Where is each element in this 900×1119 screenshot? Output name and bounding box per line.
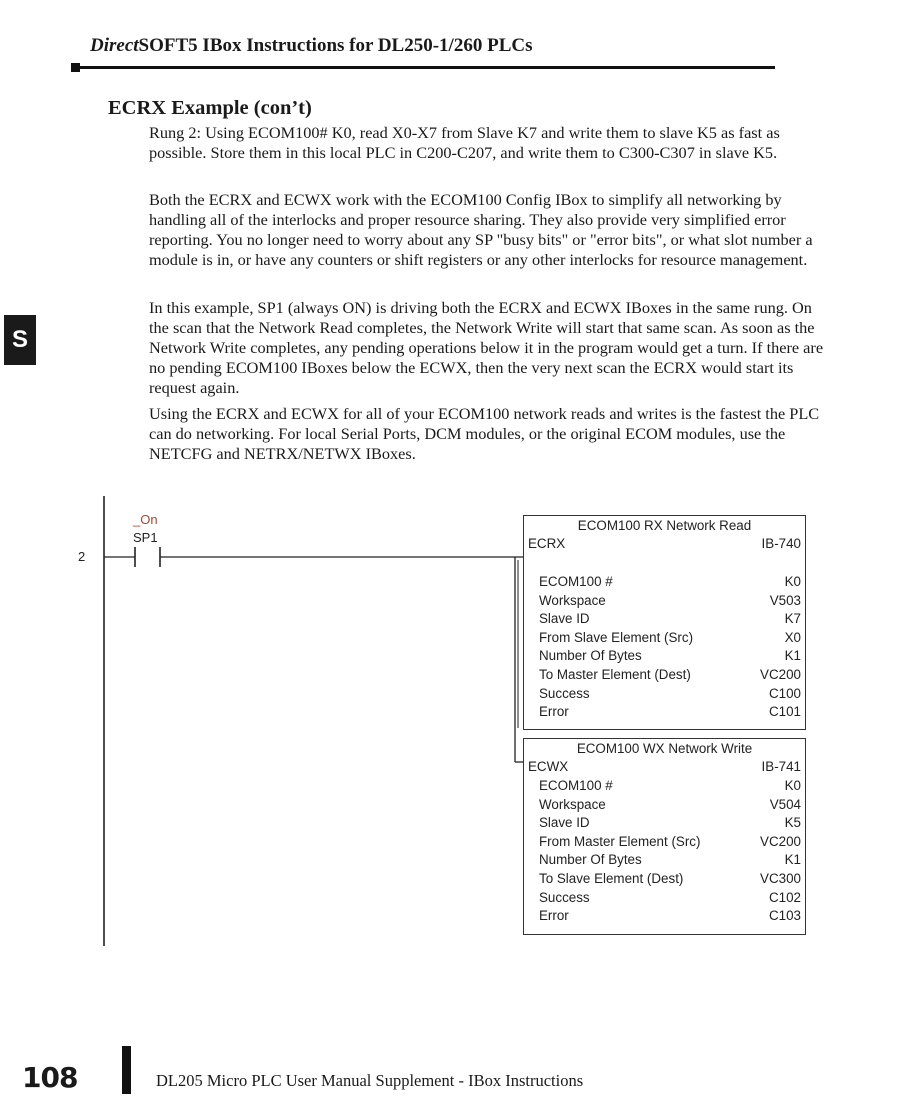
ibox-mnemonic: ECWX: [528, 759, 569, 774]
section-title: ECRX Example (con’t): [108, 97, 312, 119]
param-label: Error: [539, 908, 569, 924]
param-label: Error: [539, 704, 569, 720]
param-value: K0: [784, 778, 801, 793]
ibox-ecwx[interactable]: [523, 738, 806, 935]
header-title-rest: SOFT5 IBox Instructions for DL250-1/260 PLCs: [138, 35, 533, 56]
ibox-param-row: [539, 870, 801, 889]
ibox-param-row: [539, 889, 801, 908]
ibox-param-row: [539, 610, 801, 629]
param-label: Number Of Bytes: [539, 852, 642, 868]
param-label: From Master Element (Src): [539, 833, 701, 849]
ibox-number: IB-740: [761, 536, 801, 551]
ibox-param-row: [539, 851, 801, 870]
param-label: To Master Element (Dest): [539, 666, 691, 682]
param-label: Success: [539, 685, 590, 701]
param-label: Workspace: [539, 592, 606, 608]
param-value: VC200: [760, 833, 801, 849]
param-value: VC200: [760, 666, 801, 682]
ibox-ecrx[interactable]: [523, 515, 806, 730]
ibox-param-row: [539, 703, 801, 722]
rung-number: 2: [78, 549, 86, 564]
paragraph-recommendation: Using the ECRX and ECWX for all of your ECOM100 network reads and writes is the fastest the PLC can do networking. For local Serial Ports, DCM modules, or the original ECOM modules, use the NETCFG and NETRX/NETWX IBoxes.: [149, 404, 820, 463]
param-label: Number Of Bytes: [539, 648, 642, 664]
ibox-title: ECOM100 WX Network Write: [576, 741, 753, 756]
param-label: Slave ID: [539, 815, 590, 831]
param-label: Success: [539, 889, 590, 905]
param-label: Workspace: [539, 796, 606, 812]
param-value: V503: [769, 592, 801, 608]
page-number: 108: [22, 1061, 78, 1094]
param-value: VC300: [760, 870, 801, 886]
param-value: K7: [784, 611, 801, 627]
ibox-param-row: [539, 907, 801, 926]
param-label: From Slave Element (Src): [539, 629, 694, 645]
ibox-param-row: [539, 629, 801, 648]
param-value: K1: [784, 648, 801, 664]
chapter-tab: S: [4, 315, 36, 365]
ibox-param-row: [539, 592, 801, 611]
paragraph-interlocks: Both the ECRX and ECWX work with the ECOM100 Config IBox to simplify all networking by handling all of the interlocks and proper resource sharing. They also provide very simplified error reporting. You no longer need to worry about any SP "busy bits" or "error bits", or what slot number a module is in, or have any counters or shift registers or any other interlocks for resource management.: [149, 190, 813, 269]
param-label: To Slave Element (Dest): [539, 870, 684, 886]
param-value: K1: [784, 852, 801, 868]
ibox-title: ECOM100 RX Network Read: [577, 518, 752, 533]
ibox-mnemonic: ECRX: [528, 536, 566, 551]
param-value: X0: [784, 629, 801, 645]
footer-divider: [122, 1046, 131, 1094]
param-value: K5: [784, 815, 801, 831]
param-value: C103: [768, 908, 801, 924]
contact-address[interactable]: SP1: [133, 530, 158, 545]
param-label: ECOM100 #: [539, 574, 613, 589]
header-title-italic: Direct: [90, 35, 139, 56]
footer-title: DL205 Micro PLC User Manual Supplement - IBox Instructions: [156, 1071, 584, 1090]
paragraph-rung-description: Rung 2: Using ECOM100# K0, read X0-X7 from Slave K7 and write them to slave K5 as fast as possible. Store them in this local PLC in C200-C207, and write them to C300-C307 in slave K5.: [149, 123, 780, 162]
param-value: C100: [768, 685, 801, 701]
ibox-param-row: [539, 814, 801, 833]
ibox-param-row: [539, 647, 801, 666]
ibox-param-row: [539, 666, 801, 685]
ibox-params: [539, 573, 801, 722]
ibox-param-row: [539, 777, 801, 796]
param-value: V504: [769, 796, 801, 812]
contact-nickname: _On: [133, 512, 158, 527]
ibox-param-row: [539, 833, 801, 852]
param-label: ECOM100 #: [539, 778, 613, 793]
ibox-param-row: [539, 685, 801, 704]
paragraph-scan-behavior: In this example, SP1 (always ON) is driving both the ECRX and ECWX IBoxes in the same rung. On the scan that the Network Read completes, the Network Write will start that same scan. As soon as the Network Write completes, any pending operations below it in the program would get a turn. If there are no pending ECOM100 IBoxes below the ECWX, then the very next scan the ECRX would start its request again.: [149, 298, 824, 397]
ibox-number: IB-741: [761, 759, 801, 774]
ibox-param-row: [539, 796, 801, 815]
param-label: Slave ID: [539, 611, 590, 627]
param-value: K0: [784, 574, 801, 589]
ibox-params: [539, 777, 801, 926]
param-value: C102: [768, 889, 801, 905]
param-value: C101: [768, 704, 801, 720]
ibox-param-row: [539, 573, 801, 592]
